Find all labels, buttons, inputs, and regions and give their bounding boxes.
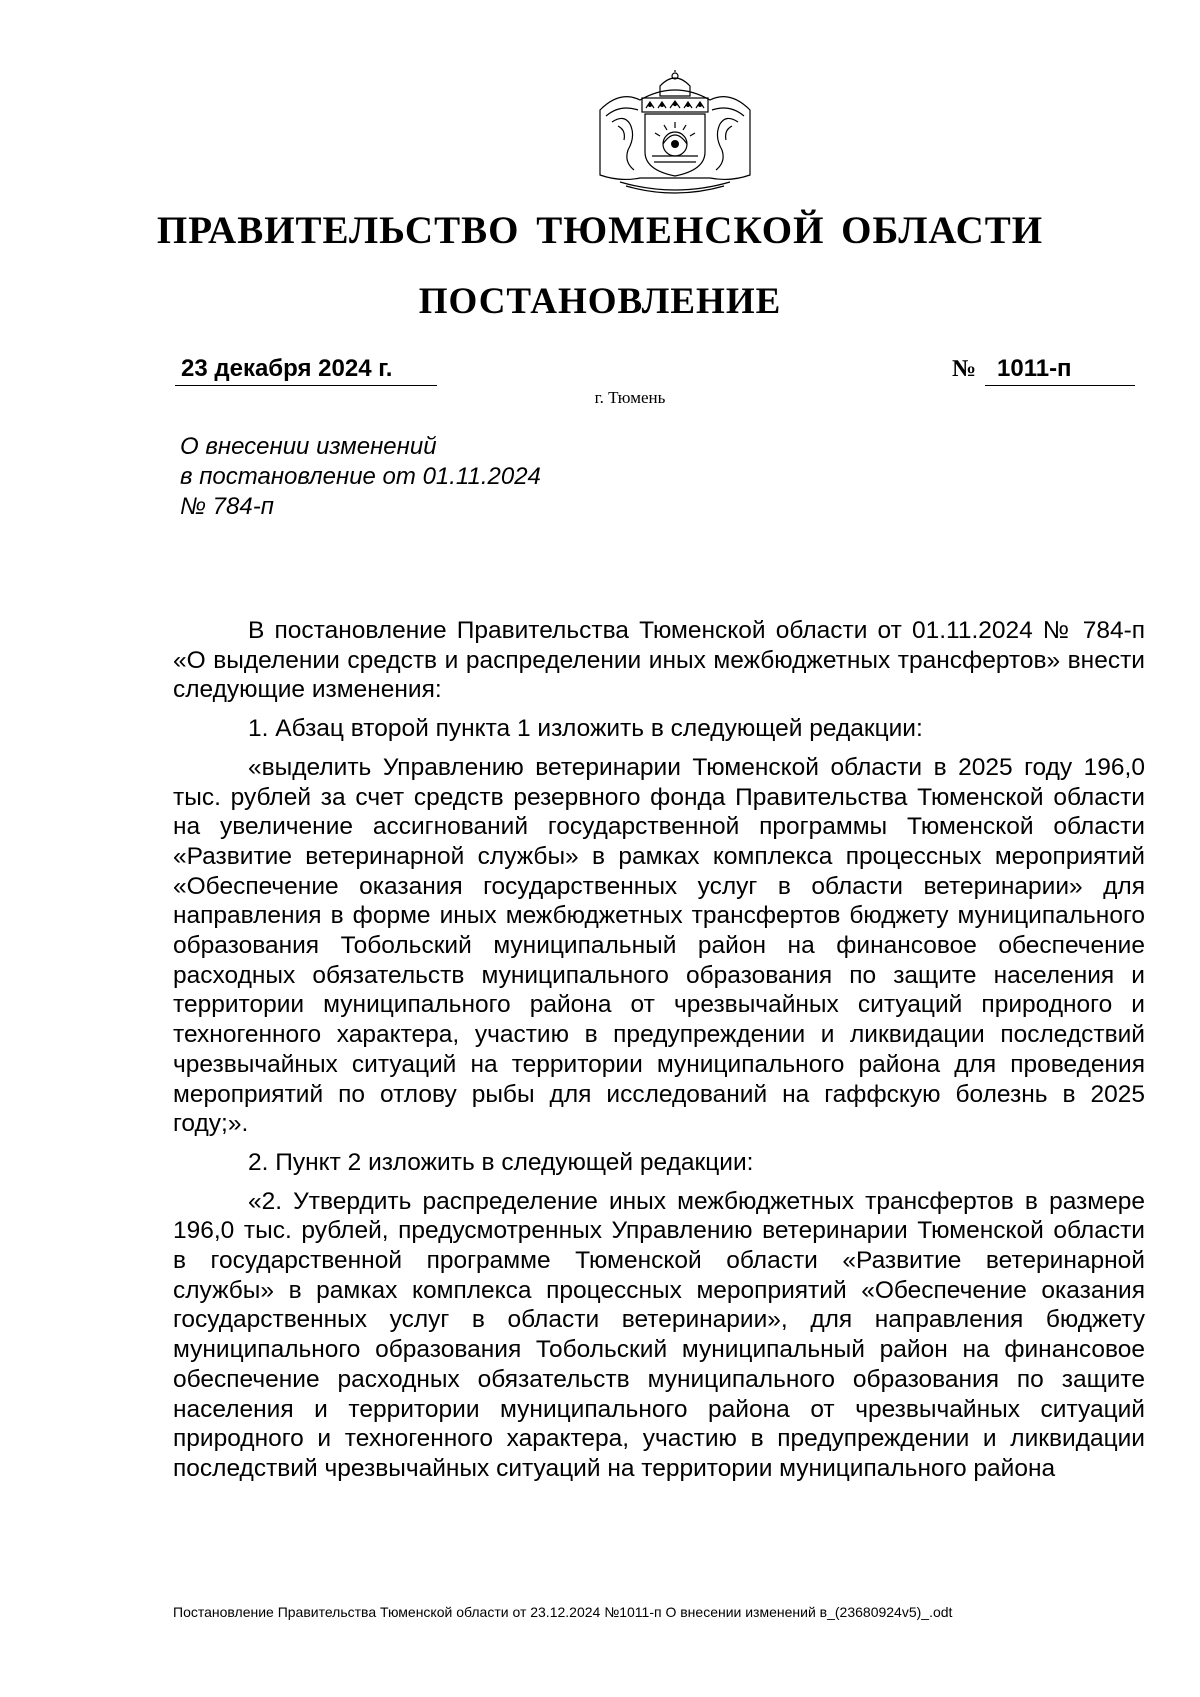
coat-of-arms-emblem bbox=[590, 70, 760, 200]
document-type-heading: ПОСТАНОВЛЕНИЕ bbox=[418, 281, 782, 322]
document-subject bbox=[180, 432, 600, 522]
body-paragraph: «выделить Управлению ветеринарии Тюменской области в 2025 году 196,0 тыс. рублей за счет средств резервного фонда Правительства Тюменской области на увеличение ассигнований государственной программы Тюменской области «Развитие ветеринарной службы» в рамках комплекса процессных мероприятий «Обеспечение оказания государственных услуг в области ветеринарии» для направления в форме иных межбюджетных трансфертов бюджету муниципального образования Тобольский муниципальный район на финансовое обеспечение расходных обязательств муниципального образования по защите населения и территории муниципального района от чрезвычайных ситуаций природного и техногенного характера, участию в предупреждении и ликвидации последствий чрезвычайных ситуаций на территории муниципального района для проведения мероприятий по отлову рыбы для исследований на гаффскую болезнь в 2025 году;». bbox=[173, 753, 1145, 1138]
body-paragraph: 1. Абзац второй пункта 1 изложить в следующей редакции: bbox=[248, 715, 923, 743]
document-body bbox=[173, 616, 1145, 1493]
city-label: г. Тюмень bbox=[594, 388, 666, 407]
subject-line: № 784-п bbox=[180, 493, 274, 520]
subject-line: О внесении изменений bbox=[180, 433, 437, 460]
body-paragraph: 2. Пункт 2 изложить в следующей редакции: bbox=[248, 1148, 754, 1176]
footer-filename: Постановление Правительства Тюменской области от 23.12.2024 №1011-п О внесении изменений в_(23680924v5)_.odt bbox=[173, 1604, 953, 1620]
body-paragraph: «2. Утвердить распределение иных межбюджетных трансфертов в размере 196,0 тыс. рублей, предусмотренных Управлению ветеринарии Тюменской области в государственной программе Тюменской области «Развитие ветеринарной службы» в рамках комплекса процессных мероприятий «Обеспечение оказания государственных услуг в области ветеринарии», для направления бюджету муниципального образования Тобольский муниципальный район на финансовое обеспечение расходных обязательств муниципального образования по защите населения и территории муниципального района от чрезвычайных ситуаций природного и техногенного характера, участию в предупреждении и ликвидации последствий чрезвычайных ситуаций на территории муниципального района bbox=[173, 1187, 1145, 1482]
number-sign: № bbox=[952, 356, 977, 382]
document-date: 23 декабря 2024 г. bbox=[175, 355, 437, 386]
document-number: 1011-п bbox=[985, 355, 1135, 386]
government-title: ПРАВИТЕЛЬСТВО ТЮМЕНСКОЙ ОБЛАСТИ bbox=[156, 209, 1044, 252]
subject-line: в постановление от 01.11.2024 bbox=[180, 463, 541, 490]
body-paragraph: В постановление Правительства Тюменской области от 01.11.2024 № 784-п «О выделении средств и распределении иных межбюджетных трансфертов» внести следующие изменения: bbox=[173, 617, 1145, 704]
